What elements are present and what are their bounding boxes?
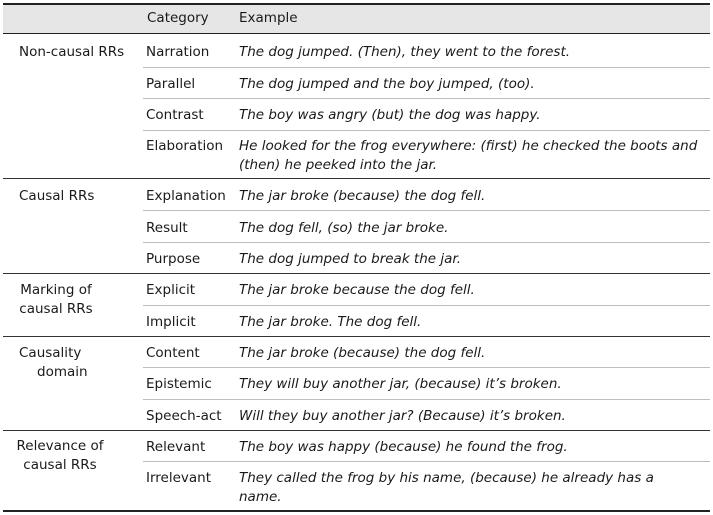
section-divider <box>3 273 710 274</box>
row-divider <box>143 367 710 368</box>
table-header <box>3 3 710 34</box>
row-example: The jar broke (because) the dog fell. <box>239 345 486 361</box>
group-label-marking-line2: causal RRs <box>19 301 93 317</box>
row-category: Parallel <box>146 76 196 92</box>
row-category: Explicit <box>146 282 196 298</box>
row-divider <box>143 461 710 462</box>
group-label-marking-line1: Marking of <box>20 282 92 298</box>
row-divider <box>143 399 710 400</box>
section-divider <box>3 336 710 337</box>
row-category: Epistemic <box>146 376 212 392</box>
row-category: Explanation <box>146 188 226 204</box>
header-category: Category <box>147 10 209 26</box>
row-example: Will they buy another jar? (Because) it’s broken. <box>239 408 566 424</box>
group-label-non-causal: Non-causal RRs <box>19 44 125 60</box>
row-example: The dog jumped. (Then), they went to the forest. <box>239 44 571 60</box>
row-category: Speech-act <box>146 408 222 424</box>
group-label-domain-line1: Causality <box>19 345 82 361</box>
relations-table <box>3 3 710 512</box>
row-example: They will buy another jar, (because) it’s broken. <box>239 376 562 392</box>
row-divider <box>143 98 710 99</box>
row-example: They called the frog by his name, (because) he already has a name. <box>239 470 654 505</box>
group-label-relevance-line2: causal RRs <box>23 457 97 473</box>
row-example: The dog jumped to break the jar. <box>239 251 462 267</box>
row-category: Implicit <box>146 314 196 330</box>
row-divider <box>143 67 710 68</box>
row-divider <box>143 130 710 131</box>
row-category: Relevant <box>146 439 206 455</box>
row-example: The boy was angry (but) the dog was happy. <box>239 107 541 123</box>
row-category: Narration <box>146 44 210 60</box>
table-bottom-rule <box>3 510 710 512</box>
row-category: Elaboration <box>146 138 224 154</box>
section-divider <box>3 178 710 179</box>
row-example: The jar broke because the dog fell. <box>239 282 475 298</box>
row-category: Content <box>146 345 200 361</box>
row-example: The jar broke (because) the dog fell. <box>239 188 486 204</box>
row-category: Contrast <box>146 107 204 123</box>
row-example: The jar broke. The dog fell. <box>239 314 422 330</box>
group-label-domain-line2: domain <box>37 364 88 380</box>
header-example: Example <box>239 10 298 26</box>
row-example: The boy was happy (because) he found the frog. <box>239 439 568 455</box>
section-divider <box>3 430 710 431</box>
row-category: Irrelevant <box>146 470 212 486</box>
group-label-relevance-line1: Relevance of <box>16 438 104 454</box>
row-example: He looked for the frog everywhere: (first) he checked the boots and (then) he peeked into the jar. <box>239 138 698 173</box>
row-divider <box>143 242 710 243</box>
row-category: Result <box>146 220 188 236</box>
row-example: The dog jumped and the boy jumped, (too). <box>239 76 535 92</box>
row-divider <box>143 210 710 211</box>
group-label-causal: Causal RRs <box>19 188 95 204</box>
row-divider <box>143 305 710 306</box>
row-example: The dog fell, (so) the jar broke. <box>239 220 449 236</box>
row-category: Purpose <box>146 251 201 267</box>
